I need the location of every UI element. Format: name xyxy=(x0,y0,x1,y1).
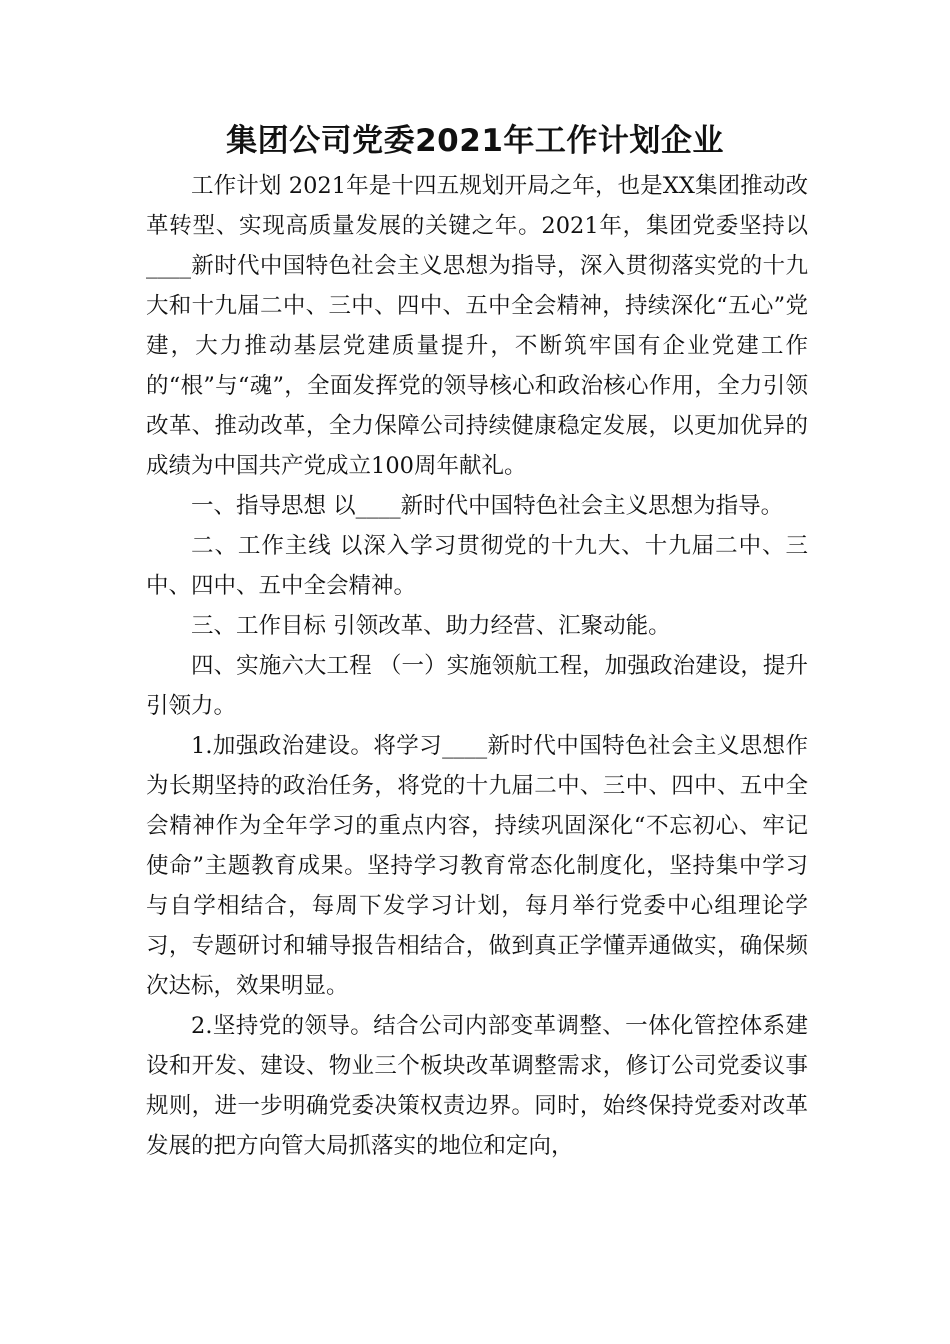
document-body xyxy=(146,166,808,1166)
paragraph-work-mainline: 二、工作主线 以深入学习贯彻党的十九大、十九届二中、三中、四中、五中全会精神。 xyxy=(146,533,808,599)
paragraph-guiding-thought: 一、指导思想 以____新时代中国特色社会主义思想为指导。 xyxy=(191,493,784,519)
paragraph-six-projects: 四、实施六大工程 （一）实施领航工程，加强政治建设，提升引领力。 xyxy=(146,653,808,719)
paragraph-work-goals: 三、工作目标 引领改革、助力经营、汇聚动能。 xyxy=(191,613,671,639)
paragraph-political-building: 1.加强政治建设。将学习____新时代中国特色社会主义思想作为长期坚持的政治任务，将党的十九届二中、三中、四中、五中全会精神作为全年学习的重点内容，持续巩固深化“不忘初心、牢记使命”主题教育成果。坚持学习教育常态化制度化，坚持集中学习与自学相结合，每周下发学习计划，每月举行党委中心组理论学习，专题研讨和辅导报告相结合，做到真正学懂弄通做实，确保频次达标，效果明显。 xyxy=(146,733,808,999)
document-title: 集团公司党委2021年工作计划企业 xyxy=(226,123,724,159)
paragraph-intro: 工作计划 2021年是十四五规划开局之年，也是XX集团推动改革转型、实现高质量发展的关键之年。2021年，集团党委坚持以____新时代中国特色社会主义思想为指导，深入贯彻落实党的十九大和十九届二中、三中、四中、五中全会精神，持续深化“五心”党建，大力推动基层党建质量提升，不断筑牢国有企业党建工作的“根”与“魂”，全面发挥党的领导核心和政治核心作用，全力引领改革、推动改革，全力保障公司持续健康稳定发展，以更加优异的成绩为中国共产党成立100周年献礼。 xyxy=(146,173,808,479)
paragraph-party-leadership: 2.坚持党的领导。结合公司内部变革调整、一体化管控体系建设和开发、建设、物业三个板块改革调整需求，修订公司党委议事规则，进一步明确党委决策权责边界。同时，始终保持党委对改革发展的把方向管大局抓落实的地位和定向， xyxy=(146,1013,808,1159)
